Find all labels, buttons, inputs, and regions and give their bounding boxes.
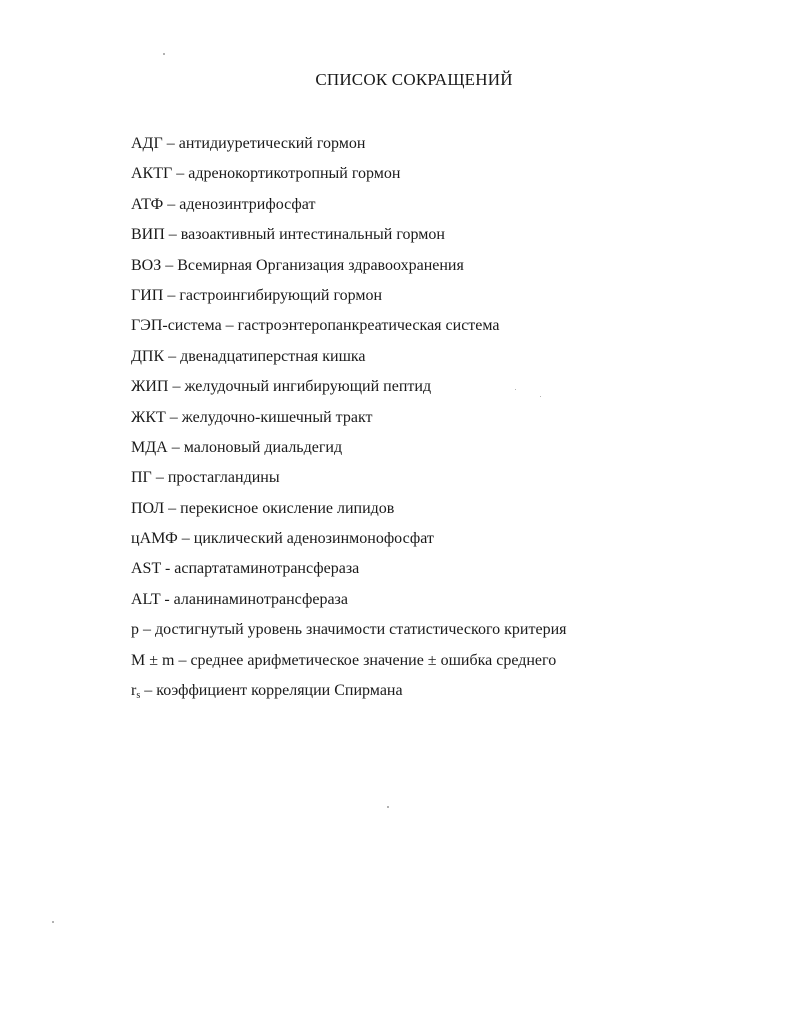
abbreviation-item [131, 164, 567, 194]
abbreviation-term: ГИП [131, 286, 164, 304]
abbreviation-definition: среднее арифметическое значение ± ошибка среднего [190, 651, 557, 669]
abbreviation-definition: желудочно-кишечный тракт [181, 408, 373, 426]
abbreviation-term-subscript: s [136, 690, 141, 702]
abbreviation-item [131, 468, 567, 498]
abbreviation-separator: – [165, 408, 182, 426]
abbreviation-definition: аланинаминотрансфераза [173, 590, 348, 608]
scan-speck [540, 396, 541, 397]
abbreviation-definition: аспартатаминотрансфераза [174, 560, 360, 578]
page-title: СПИСОК СОКРАЩЕНИЙ [315, 70, 513, 89]
abbreviation-item [131, 590, 567, 620]
abbreviation-separator: - [160, 590, 174, 608]
abbreviation-item [131, 256, 567, 286]
abbreviation-separator: – [164, 347, 181, 365]
abbreviation-separator: – [163, 195, 180, 213]
abbreviation-item [131, 377, 567, 407]
abbreviation-item [131, 620, 567, 650]
abbreviation-definition: перекисное окисление липидов [180, 499, 395, 517]
abbreviation-definition: коэффициент корреляции Спирмана [156, 682, 403, 700]
abbreviation-term: ГЭП-система [131, 317, 222, 335]
abbreviation-separator: – [168, 378, 185, 396]
abbreviation-separator: – [221, 317, 238, 335]
abbreviation-separator: – [140, 682, 157, 700]
abbreviation-separator: – [177, 530, 194, 548]
abbreviation-list [131, 134, 567, 711]
abbreviation-term: r [131, 682, 137, 700]
abbreviation-definition: малоновый диальдегид [183, 438, 343, 456]
abbreviation-definition: желудочный ингибирующий пептид [184, 378, 432, 396]
abbreviation-definition: Всемирная Организация здравоохранения [177, 256, 464, 274]
abbreviation-separator: – [174, 651, 191, 669]
abbreviation-item [131, 651, 567, 681]
abbreviation-definition: двенадцатиперстная кишка [180, 347, 366, 365]
abbreviation-term: AST [131, 560, 161, 578]
abbreviation-term: АДГ [131, 135, 163, 152]
abbreviation-term: цАМФ [131, 530, 178, 548]
abbreviation-item [131, 195, 567, 225]
abbreviation-separator: – [163, 286, 180, 304]
abbreviation-definition: достигнутый уровень значимости статистического критерия [155, 621, 567, 639]
abbreviation-item [131, 134, 567, 164]
abbreviation-term: МДА [131, 438, 168, 456]
abbreviation-definition: простагландины [167, 469, 280, 487]
abbreviation-item [131, 286, 567, 316]
abbreviation-item [131, 347, 567, 377]
abbreviation-item [131, 559, 567, 589]
abbreviation-term: ПОЛ [131, 499, 165, 517]
abbreviation-term: ДПК [131, 347, 165, 365]
abbreviation-term: p [131, 621, 139, 639]
abbreviation-separator: – [162, 135, 179, 152]
abbreviation-term: ВОЗ [131, 256, 162, 274]
abbreviation-definition: вазоактивный интестинальный гормон [180, 226, 445, 244]
abbreviation-separator: – [139, 621, 155, 639]
abbreviation-separator: – [164, 226, 181, 244]
abbreviation-term: ПГ [131, 469, 152, 487]
abbreviation-item [131, 438, 567, 468]
abbreviation-term: ЖИП [131, 378, 169, 396]
abbreviation-definition: антидиуретический гормон [178, 135, 366, 152]
abbreviation-term: ALT [131, 590, 161, 608]
abbreviation-term: ЖКТ [131, 408, 166, 426]
abbreviation-definition: адренокортикотропный гормон [188, 165, 401, 183]
abbreviation-separator: – [161, 256, 178, 274]
scan-speck [163, 53, 165, 55]
abbreviation-separator: – [151, 469, 168, 487]
abbreviation-separator: – [164, 499, 181, 517]
abbreviation-definition: гастроингибирующий гормон [179, 286, 383, 304]
abbreviation-item [131, 408, 567, 438]
abbreviation-term: ВИП [131, 226, 165, 244]
abbreviation-separator: – [172, 165, 189, 183]
abbreviation-item [131, 681, 567, 711]
abbreviation-definition: аденозинтрифосфат [179, 195, 316, 213]
abbreviation-item [131, 316, 567, 346]
abbreviation-definition: гастроэнтеропанкреатическая система [237, 317, 500, 335]
scan-speck [515, 389, 516, 390]
abbreviation-item [131, 225, 567, 255]
scan-speck [52, 921, 54, 923]
scan-speck [387, 806, 389, 808]
abbreviation-item [131, 499, 567, 529]
abbreviation-term: M ± m [131, 651, 175, 669]
abbreviation-separator: – [167, 438, 184, 456]
abbreviation-separator: - [160, 560, 175, 578]
abbreviation-term: АТФ [131, 195, 164, 213]
abbreviation-term: АКТГ [131, 165, 173, 183]
abbreviation-definition: циклический аденозинмонофосфат [193, 530, 434, 548]
abbreviation-item [131, 529, 567, 559]
